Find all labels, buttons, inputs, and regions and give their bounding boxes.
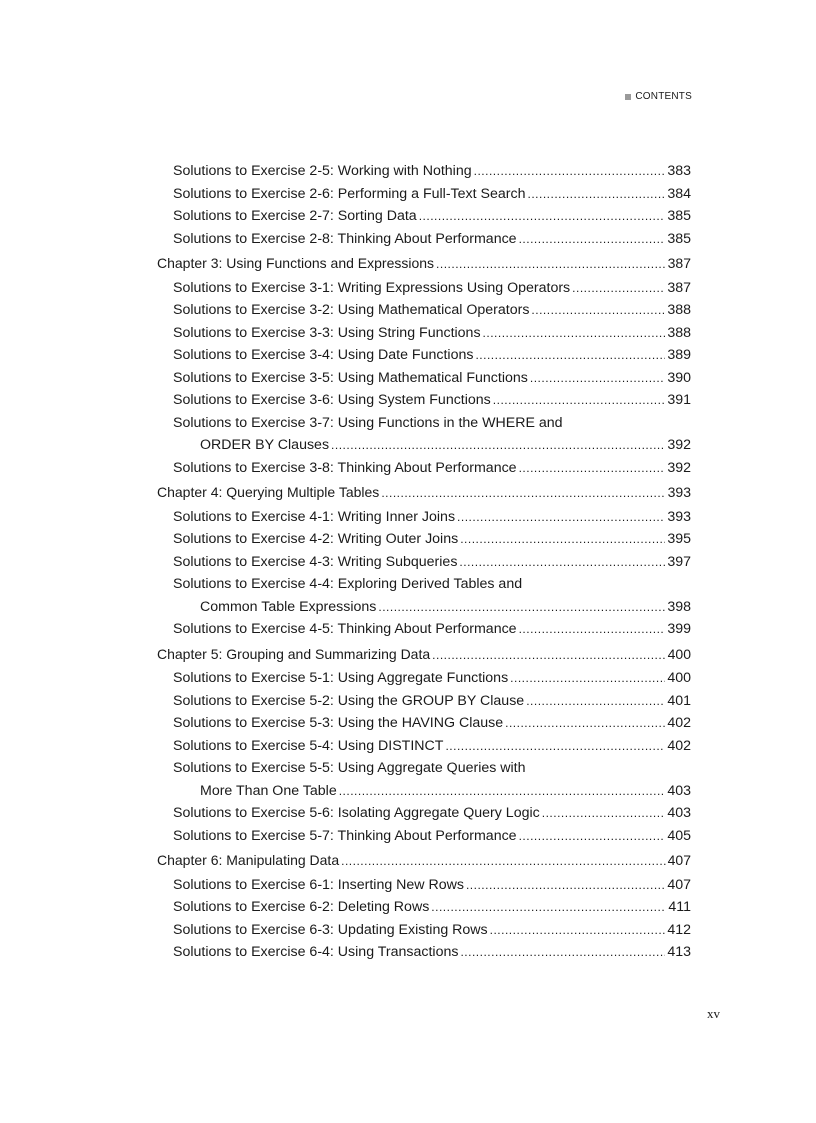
toc-entry-title: Solutions to Exercise 3-3: Using String Functions [173, 324, 481, 341]
dot-leader [519, 618, 666, 641]
dot-leader [432, 644, 665, 667]
toc-page-number: 389 [667, 347, 691, 363]
toc-page-number: 392 [667, 437, 691, 453]
dot-leader [519, 825, 666, 848]
toc-entry-title: Chapter 4: Querying Multiple Tables [157, 484, 380, 500]
toc-entry-title: Chapter 5: Grouping and Summarizing Data [157, 645, 431, 662]
dot-leader [460, 528, 665, 551]
toc-section-entry[interactable] [157, 919, 691, 942]
toc-page-number: 384 [667, 185, 691, 202]
toc-page-number: 413 [667, 944, 691, 960]
toc-section-entry[interactable] [157, 434, 691, 457]
toc-entry-title: Common Table Expressions [200, 598, 377, 615]
toc-entry-title: Solutions to Exercise 3-2: Using Mathematical Operators [173, 302, 530, 318]
toc-page-number: 395 [667, 531, 691, 547]
toc-page-number: 402 [667, 715, 691, 731]
toc-section-entry[interactable] [157, 277, 691, 300]
toc-section-entry[interactable] [157, 802, 691, 825]
toc-entry-title: Solutions to Exercise 5-7: Thinking About Performance [173, 827, 517, 844]
toc-section-entry[interactable] [157, 344, 691, 367]
dot-leader [526, 690, 665, 713]
toc-entry-title: Solutions to Exercise 2-5: Working with Nothing [173, 163, 472, 179]
dot-leader [445, 735, 665, 758]
toc-page-number: 391 [667, 392, 691, 408]
toc-page-number: 397 [667, 553, 691, 570]
toc-entry-title: Solutions to Exercise 6-2: Deleting Rows [173, 899, 430, 915]
dot-leader [572, 277, 665, 300]
toc-page-number: 407 [667, 876, 691, 893]
toc-page-number: 390 [667, 369, 691, 386]
toc-section-entry[interactable] [157, 183, 691, 206]
toc-entry-title: Solutions to Exercise 5-4: Using DISTINCT [173, 737, 444, 754]
toc-page-number: 385 [667, 230, 691, 247]
toc-page-number: 405 [667, 827, 691, 844]
toc-entry-title: Solutions to Exercise 2-8: Thinking About Performance [173, 230, 517, 247]
toc-entry-title-line[interactable]: Solutions to Exercise 5-5: Using Aggregate Queries with [173, 760, 526, 776]
toc-entry-title: Solutions to Exercise 3-1: Writing Expressions Using Operators [173, 279, 571, 296]
toc-entry-title: Solutions to Exercise 4-5: Thinking About Performance [173, 621, 517, 637]
toc-section-entry[interactable] [157, 160, 691, 183]
toc-chapter-entry[interactable] [157, 849, 691, 872]
dot-leader [460, 941, 665, 964]
dot-leader [490, 919, 666, 942]
dot-leader [519, 457, 666, 480]
toc-section-entry[interactable] [157, 228, 691, 251]
toc-page-number: 407 [667, 852, 691, 868]
toc-entry-title: Solutions to Exercise 6-3: Updating Existing Rows [173, 921, 488, 938]
dot-leader [519, 228, 666, 251]
toc-page-number: 387 [667, 255, 691, 271]
toc-section-entry[interactable] [157, 735, 691, 758]
toc-page-number: 400 [667, 645, 691, 662]
toc-section-entry[interactable] [157, 780, 691, 803]
toc-entry-title-line[interactable]: Solutions to Exercise 3-7: Using Functions in the WHERE and [173, 414, 563, 431]
toc-entry-title: Solutions to Exercise 3-4: Using Date Functions [173, 347, 474, 363]
toc-page-number: 385 [667, 208, 691, 224]
toc-page-number: 399 [667, 621, 691, 637]
toc-entry-title: Chapter 6: Manipulating Data [157, 852, 340, 868]
toc-page-number: 383 [667, 163, 691, 179]
toc-section-entry[interactable] [157, 712, 691, 735]
toc-entry-title: Solutions to Exercise 3-8: Thinking About Performance [173, 459, 517, 476]
toc-entry-title: Solutions to Exercise 6-4: Using Transactions [173, 944, 459, 960]
dot-leader [542, 802, 666, 825]
toc-entry-title: Solutions to Exercise 4-2: Writing Outer Joins [173, 531, 459, 547]
running-head-label: CONTENTS [635, 91, 692, 102]
toc-entry-title: Solutions to Exercise 5-3: Using the HAVING Clause [173, 715, 504, 731]
dot-leader [339, 780, 666, 803]
toc-page-number: 403 [667, 805, 691, 821]
dot-leader [505, 712, 665, 735]
toc-section-entry[interactable] [157, 667, 691, 690]
toc-section-entry[interactable] [157, 551, 691, 574]
toc-entry-title: Chapter 3: Using Functions and Expressions [157, 255, 435, 271]
dot-leader [474, 160, 666, 183]
toc-page-number: 398 [667, 598, 691, 615]
toc-section-entry[interactable] [157, 528, 691, 551]
toc-entry-title: Solutions to Exercise 6-1: Inserting New Rows [173, 876, 464, 893]
toc-page-number: 393 [667, 508, 691, 525]
toc-page-number: 401 [667, 692, 691, 709]
toc-section-entry[interactable] [157, 825, 691, 848]
toc-section-entry[interactable] [157, 299, 691, 322]
dot-leader [466, 874, 665, 897]
toc-entry-title: Solutions to Exercise 2-6: Performing a Full-Text Search [173, 185, 526, 202]
toc-section-entry[interactable] [157, 690, 691, 713]
toc-section-entry[interactable] [157, 457, 691, 480]
dot-leader [457, 506, 665, 529]
toc-page-number: 387 [667, 279, 691, 296]
toc-section-entry[interactable] [157, 205, 691, 228]
toc-entry-title: Solutions to Exercise 4-1: Writing Inner Joins [173, 508, 456, 525]
toc-section-entry[interactable] [157, 596, 691, 619]
toc-page-number: 393 [667, 484, 691, 500]
dot-leader [378, 596, 665, 619]
toc-section-entry[interactable] [157, 367, 691, 390]
toc-entry-title: Solutions to Exercise 3-5: Using Mathematical Functions [173, 369, 528, 386]
toc-page-number: 388 [667, 302, 691, 318]
dot-leader [381, 482, 665, 505]
table-of-contents [157, 160, 691, 964]
toc-entry-title: Solutions to Exercise 3-6: Using System Functions [173, 392, 491, 408]
dot-leader [530, 367, 665, 390]
dot-leader [331, 434, 665, 457]
toc-entry-title: ORDER BY Clauses [200, 437, 330, 453]
toc-entry-title: Solutions to Exercise 5-1: Using Aggregate Functions [173, 670, 509, 686]
dot-leader [493, 389, 666, 412]
dot-leader [419, 205, 666, 228]
dot-leader [531, 299, 665, 322]
dot-leader [431, 896, 666, 919]
toc-section-entry[interactable] [157, 322, 691, 345]
toc-page-number: 392 [667, 459, 691, 476]
toc-page-number: 388 [667, 324, 691, 341]
toc-chapter-entry[interactable] [157, 252, 691, 275]
toc-chapter-entry[interactable] [157, 481, 691, 504]
toc-entry-title: Solutions to Exercise 4-3: Writing Subqueries [173, 553, 458, 570]
toc-entry-title-line[interactable]: Solutions to Exercise 4-4: Exploring Derived Tables and [173, 576, 523, 592]
dot-leader [510, 667, 665, 690]
toc-page-number: 400 [667, 670, 691, 686]
toc-section-entry[interactable] [157, 896, 691, 919]
toc-section-entry[interactable] [157, 506, 691, 529]
toc-chapter-entry[interactable] [157, 643, 691, 666]
toc-entry-title: Solutions to Exercise 2-7: Sorting Data [173, 208, 417, 224]
toc-section-entry[interactable] [157, 941, 691, 964]
square-bullet-icon [625, 94, 631, 100]
toc-entry-title: More Than One Table [200, 782, 337, 799]
dot-leader [483, 322, 666, 345]
toc-entry-title: Solutions to Exercise 5-6: Isolating Aggregate Query Logic [173, 805, 540, 821]
dot-leader [436, 253, 666, 276]
toc-page-number: 403 [667, 782, 691, 799]
toc-section-entry[interactable] [157, 874, 691, 897]
toc-page-number: 412 [667, 921, 691, 938]
running-head [625, 91, 692, 102]
toc-section-entry[interactable] [157, 389, 691, 412]
dot-leader [459, 551, 665, 574]
dot-leader [475, 344, 665, 367]
page-number: xv [707, 1006, 720, 1021]
toc-section-entry[interactable] [157, 618, 691, 641]
toc-entry-title: Solutions to Exercise 5-2: Using the GROUP BY Clause [173, 692, 525, 709]
toc-page-number: 411 [668, 899, 691, 915]
dot-leader [341, 850, 666, 873]
dot-leader [527, 183, 665, 206]
toc-page-number: 402 [667, 737, 691, 754]
